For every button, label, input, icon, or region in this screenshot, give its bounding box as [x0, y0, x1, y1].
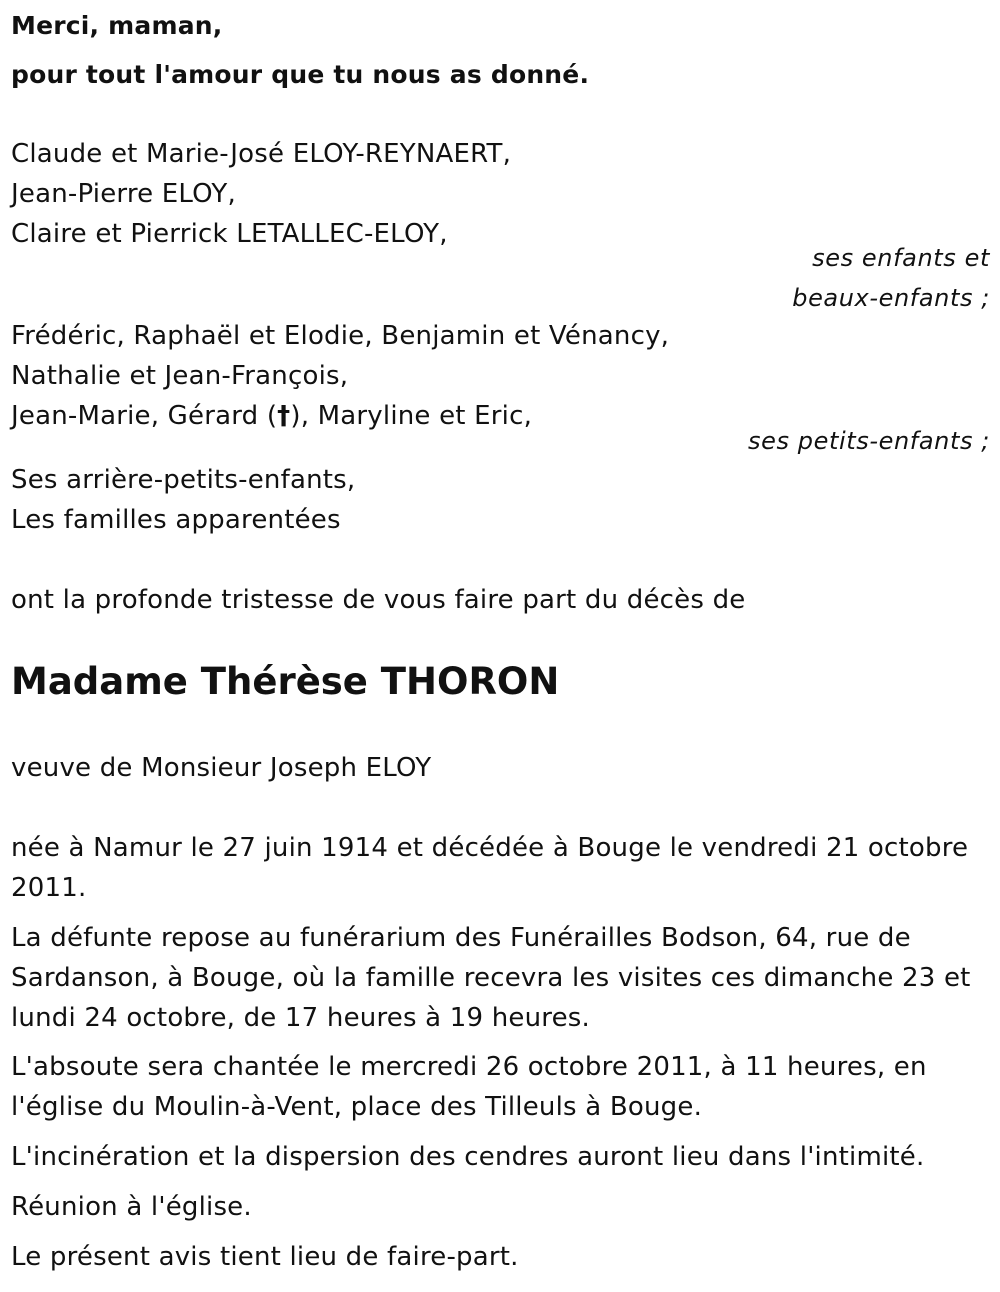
great-grandchildren: Ses arrière-petits-enfants,: [11, 465, 356, 495]
grandchildren-line-1: Frédéric, Raphaël et Elodie, Benjamin et Vénancy,: [11, 321, 670, 351]
announcement: ont la profonde tristesse de vous faire part du décès de: [11, 585, 746, 615]
children-role-line-1: ses enfants et: [812, 244, 990, 272]
widow-of: veuve de Monsieur Joseph ELOY: [11, 753, 432, 783]
meeting: Réunion à l'église.: [11, 1192, 252, 1222]
birth-death-line-2: 2011.: [11, 873, 87, 903]
absoute-line-1: L'absoute sera chantée le mercredi 26 octobre 2011, à 11 heures, en: [11, 1052, 927, 1082]
related-families: Les familles apparentées: [11, 505, 341, 535]
rest-line-1: La défunte repose au funérarium des Funérailles Bodson, 64, rue de: [11, 923, 911, 953]
cremation: L'incinération et la dispersion des cendres auront lieu dans l'intimité.: [11, 1142, 925, 1172]
absoute-line-2: l'église du Moulin-à-Vent, place des Tilleuls à Bouge.: [11, 1092, 703, 1122]
child-name: Jean-Pierre ELOY,: [11, 179, 236, 209]
grandchildren-line-3: [11, 396, 532, 436]
header-line-1: Merci, maman,: [11, 11, 223, 40]
rest-line-2: Sardanson, à Bouge, où la famille recevra les visites ces dimanche 23 et: [11, 963, 971, 993]
grandchildren-line-2: Nathalie et Jean-François,: [11, 361, 349, 391]
children-role-line-2: beaux-enfants ;: [792, 284, 990, 312]
grandchildren-role: ses petits-enfants ;: [747, 427, 990, 455]
grandchildren-line-3-start: Jean-Marie, Gérard (: [11, 401, 278, 431]
child-name: Claire et Pierrick LETALLEC-ELOY,: [11, 219, 448, 249]
grandchildren-line-3-end: ), Maryline et Eric,: [290, 401, 533, 431]
rest-line-3: lundi 24 octobre, de 17 heures à 19 heures.: [11, 1003, 590, 1033]
deceased-name: Madame Thérèse THORON: [11, 660, 560, 703]
notice: Le présent avis tient lieu de faire-part.: [11, 1242, 519, 1272]
cross-icon: †: [277, 401, 291, 431]
child-name: Claude et Marie-José ELOY-REYNAERT,: [11, 139, 512, 169]
header-line-2: pour tout l'amour que tu nous as donné.: [11, 60, 590, 89]
birth-death-line-1: née à Namur le 27 juin 1914 et décédée à Bouge le vendredi 21 octobre: [11, 833, 969, 863]
